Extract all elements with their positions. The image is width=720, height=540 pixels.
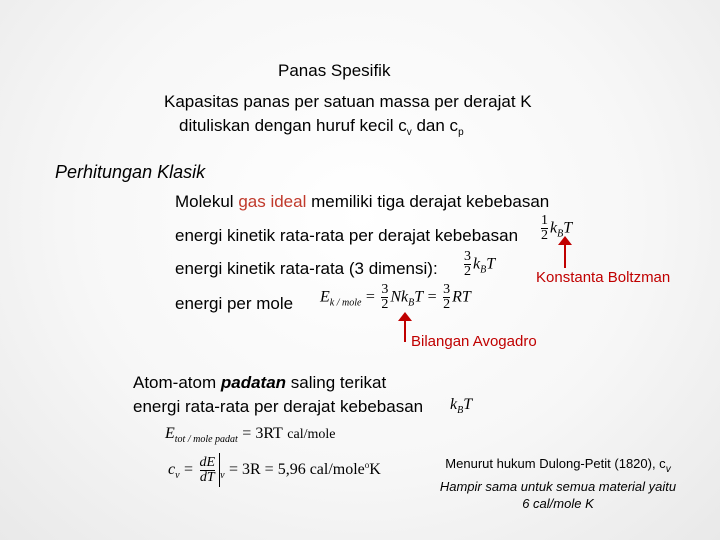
- molekul-suffix: memiliki tiga derajat kebebasan: [306, 192, 550, 211]
- dulong-line-1: Menurut hukum Dulong-Petit (1820), $c_v$: [445, 456, 671, 475]
- formula-three-half-kbt: $\frac{3}{2}$ $k_BT$: [464, 249, 496, 279]
- boltzmann-label: Konstanta Boltzman: [536, 269, 671, 286]
- dulong-line-2: Hampir sama untuk semua material yaitu: [439, 479, 677, 494]
- molekul-prefix: Molekul: [175, 192, 239, 211]
- fraction-three-half: $\frac{3}{2}$: [464, 249, 471, 279]
- molekul-line: [175, 192, 549, 212]
- fraction-one-half: $\frac{1}{2}$: [541, 213, 548, 243]
- formula-energy-per-mole: $E_{k / mole}$ = $\frac{3}{2}$ $Nk_BT$ = $\frac{3}{2}$ RT: [320, 282, 471, 312]
- gas-ideal-text: gas ideal: [238, 192, 307, 211]
- avogadro-arrow-shaft: [404, 320, 406, 342]
- intro-line-2-mid: dan c: [411, 116, 459, 135]
- cp-subscript: p: [458, 127, 464, 138]
- avogadro-label: Bilangan Avogadro: [411, 333, 537, 350]
- fraction-three-half-a: $\frac{3}{2}$: [381, 282, 389, 312]
- solid-line-1: Atom-atom padatan saling terikat: [133, 373, 387, 392]
- fraction-dE-dT: $\frac{dE}{dT}$: [199, 454, 216, 485]
- cv-subscript: v: [406, 127, 412, 138]
- formula-cv: $c_v$ = $\frac{dE}{dT}$ $_v$ = 3R = 5,96 cal/mole$^o$K: [168, 453, 381, 487]
- intro-line-2-prefix: dituliskan dengan huruf kecil c: [179, 116, 407, 135]
- formula-half-kbt: $\frac{1}{2}$ $k_BT$: [541, 213, 573, 243]
- per-mole-label: energi per mole: [175, 294, 294, 313]
- intro-line-2: [179, 116, 464, 138]
- boltzmann-arrow-shaft: [564, 244, 566, 268]
- page-title: Panas Spesifik: [278, 61, 391, 80]
- formula-etot: $E_{tot / mole padat} = 3RT$ cal/mole: [165, 425, 336, 445]
- dulong-line-3: 6 cal/mole K: [522, 496, 594, 511]
- formula-kbt: $k_BT$: [450, 396, 473, 416]
- padatan-text: padatan: [220, 373, 287, 392]
- dulong-petit-note: [432, 455, 684, 512]
- fraction-three-half-b: $\frac{3}{2}$: [443, 282, 451, 312]
- ek-3d-label: energi kinetik rata-rata (3 dimensi):: [175, 259, 438, 278]
- intro-line-1: Kapasitas panas per satuan massa per derajat K: [164, 92, 532, 111]
- solid-line-2: energi rata-rata per derajat kebebasan: [133, 397, 424, 416]
- section-title: Perhitungan Klasik: [55, 162, 206, 182]
- ek-per-dof-label: energi kinetik rata-rata per derajat kebebasan: [175, 226, 519, 245]
